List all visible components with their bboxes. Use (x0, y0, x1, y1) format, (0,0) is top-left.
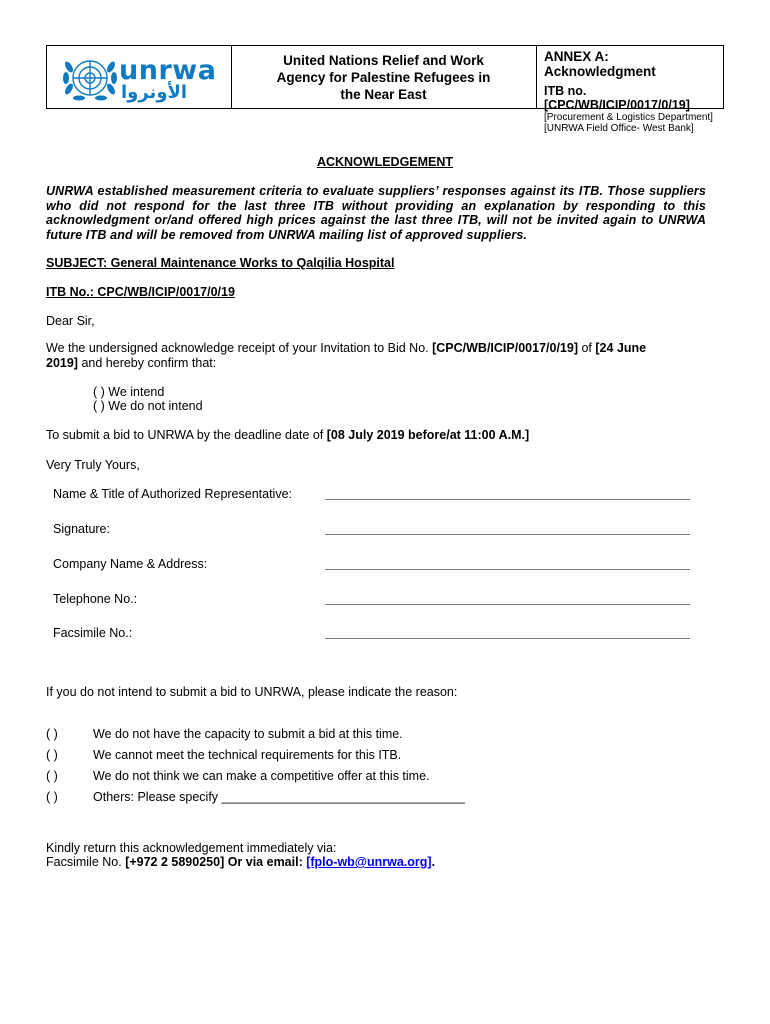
header-table (46, 45, 724, 134)
field-line-facsimile[interactable] (325, 637, 690, 639)
deadline-line (46, 428, 529, 442)
ack-bid-no: [CPC/WB/ICIP/0017/0/19] (432, 341, 578, 355)
unrwa-logo (61, 53, 221, 103)
deadline-value: [08 July 2019 before/at 11:00 A.M.] (326, 428, 530, 442)
field-label-telephone: Telephone No.: (53, 592, 138, 606)
closing: Very Truly Yours, (46, 458, 140, 472)
dept-label: [Procurement & Logistics Department] (544, 112, 713, 123)
fax-value: [+972 2 5890250] Or via email: (125, 855, 307, 869)
field-line-telephone[interactable] (325, 603, 690, 605)
reason-prompt: If you do not intend to submit a bid to UNRWA, please indicate the reason: (46, 685, 458, 699)
logo-text-en: unrwa (119, 55, 217, 86)
subject-line: SUBJECT: General Maintenance Works to Qalqilia Hospital (46, 256, 395, 270)
reason-text: We do not think we can make a competitive offer at this time. (93, 769, 430, 783)
org-name-line1: United Nations Relief and Work (283, 52, 484, 68)
footer-period: . (431, 855, 436, 869)
reason-text: We cannot meet the technical requirements for this ITB. (93, 748, 402, 762)
logo-text-ar: الأونروا (121, 82, 188, 103)
footer-line1: Kindly return this acknowledgement immediately via: (46, 841, 337, 855)
field-line-name-title[interactable] (325, 498, 690, 500)
annex-cell (536, 46, 723, 134)
itb-line: ITB No.: CPC/WB/ICIP/0017/0/19 (46, 285, 235, 299)
org-name-cell (231, 46, 537, 108)
option-not-intend[interactable]: ( ) We do not intend (93, 399, 203, 413)
field-line-signature[interactable] (325, 533, 690, 535)
ack-of: of (578, 341, 596, 355)
email-link[interactable]: [fplo-wb@unrwa.org] (306, 855, 432, 869)
annex-title: ANNEX A: Acknowledgment (544, 49, 656, 79)
org-name-line3: the Near East (340, 86, 427, 102)
reason-checkbox[interactable]: ( ) (46, 748, 58, 762)
fax-prefix: Facsimile No. (46, 855, 126, 869)
ack-date-part2: 2019] (46, 356, 78, 370)
reason-text: We do not have the capacity to submit a bid at this time. (93, 727, 403, 741)
un-emblem-icon (61, 53, 119, 103)
reason-checkbox[interactable]: ( ) (46, 790, 58, 804)
field-label-name-title: Name & Title of Authorized Representative: (53, 487, 293, 501)
office-label: [UNRWA Field Office- West Bank] (544, 123, 694, 134)
ack-prefix: We the undersigned acknowledge receipt of your Invitation to Bid No. (46, 341, 433, 355)
logo-cell (47, 46, 232, 108)
ack-date-part1: [24 June (595, 341, 647, 355)
salutation: Dear Sir, (46, 314, 95, 328)
field-label-company: Company Name & Address: (53, 557, 208, 571)
field-line-company[interactable] (325, 568, 690, 570)
field-label-facsimile: Facsimile No.: (53, 626, 133, 640)
option-intend[interactable]: ( ) We intend (93, 385, 165, 399)
intro-paragraph: UNRWA established measurement criteria to evaluate suppliers’ responses against its ITB. Those suppliers who did not respond for the last three ITB without providing an explanation by responding to this acknowledgment or/and offered high prices against the last three ITB, will not be invited again to UNRWA future ITB and will be removed from UNRWA mailing list of approved suppliers. (46, 184, 706, 242)
org-name-line2: Agency for Palestine Refugees in (276, 69, 491, 85)
page-title: ACKNOWLEDGEMENT (316, 155, 454, 169)
deadline-prefix: To submit a bid to UNRWA by the deadline date of (46, 428, 327, 442)
ack-suffix: and hereby confirm that: (77, 356, 217, 370)
header-itb-no: ITB no.[CPC/WB/ICIP/0017/0/19] (544, 84, 690, 112)
reason-text: Others: Please specify ___________________________________ (93, 790, 465, 804)
reason-checkbox[interactable]: ( ) (46, 769, 58, 783)
reason-checkbox[interactable]: ( ) (46, 727, 58, 741)
footer-contact (46, 855, 435, 869)
field-label-signature: Signature: (53, 522, 110, 536)
ack-paragraph (46, 341, 706, 371)
